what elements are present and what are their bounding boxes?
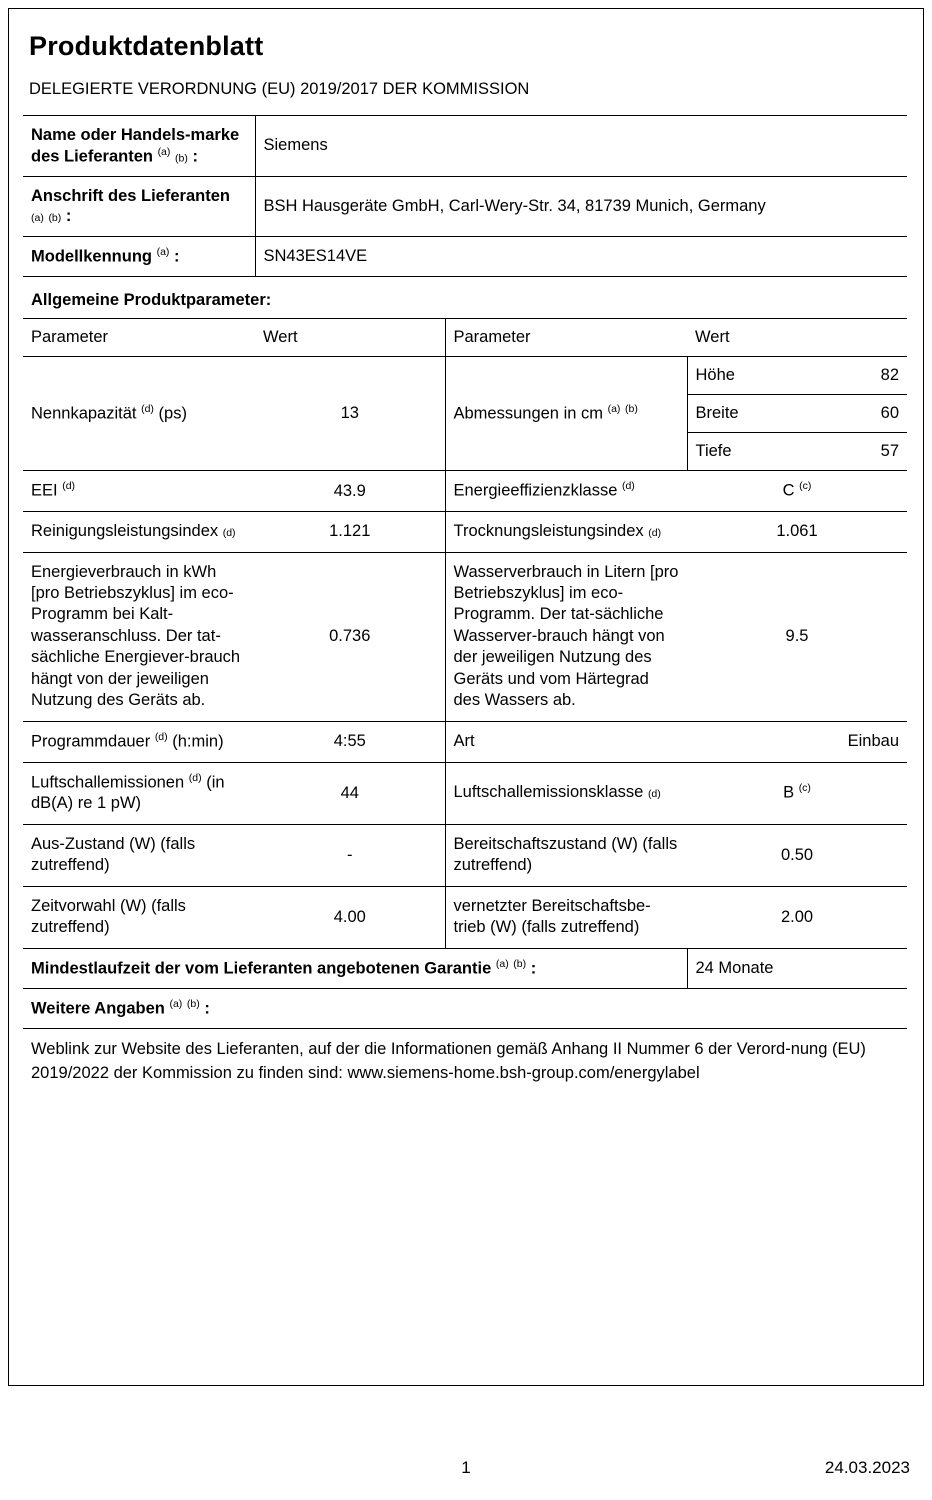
table-row-warranty: [23, 948, 907, 988]
networked-standby-label: vernetzter Bereitschaftsbe-trieb (W) (falls zutreffend): [445, 886, 687, 948]
noise-class-label: Luftschallemissionsklasse: [453, 783, 644, 802]
table-row-delay-networked: [23, 886, 907, 948]
supplier-address-colon: :: [65, 207, 72, 226]
cleaning-index-label: Reinigungsleistungsindex: [31, 522, 219, 541]
table-row-column-headers: [23, 319, 907, 357]
header-value-right: Wert: [687, 319, 907, 357]
energy-consumption-label: Energieverbrauch in kWh [pro Betriebszyklus] im eco-Programm bei Kalt-wasseranschluss. Der tat-sächliche Energiever-brauch hängt von der jeweiligen Nutzung des Geräts ab.: [23, 552, 255, 721]
dimension-height-value: 82: [880, 366, 900, 385]
type-label: Art: [445, 721, 687, 762]
energy-class-label-cell: [445, 471, 687, 512]
delay-start-value: 4.00: [255, 886, 445, 948]
table-row-model: [23, 237, 907, 277]
dimensions-values-cell: [687, 357, 907, 471]
dimensions-subtable: [688, 357, 908, 470]
program-duration-label-cell: [23, 721, 255, 762]
water-consumption-label: Wasserverbrauch in Litern [pro Betriebszyklus] im eco-Programm. Der tat-sächliche Wasserver-brauch hängt von der jeweiligen Nutzung des Geräts und vom Härtegrad des Wassers ab.: [445, 552, 687, 721]
supplier-address-label: Anschrift des Lieferanten: [31, 186, 230, 205]
further-info-label-cell: [23, 988, 907, 1028]
warranty-sup1: (a): [495, 957, 509, 970]
section-general-header: Allgemeine Produktparameter:: [23, 277, 907, 319]
program-duration-unit: (h:min): [172, 732, 224, 751]
dimension-row-depth: [688, 433, 908, 471]
noise-label-cell: [23, 762, 255, 824]
datasheet-table: [23, 115, 907, 1095]
noise-class-value: B: [783, 783, 795, 802]
off-mode-value: -: [255, 824, 445, 886]
further-info-sup1: (a): [169, 997, 183, 1010]
warranty-colon: :: [530, 959, 537, 978]
warranty-sup2: (b): [513, 957, 527, 970]
regulation-reference: DELEGIERTE VERORDNUNG (EU) 2019/2017 DER KOMMISSION: [29, 80, 530, 98]
noise-class-label-cell: [445, 762, 687, 824]
page-footer: [8, 1458, 924, 1478]
table-row-consumption: [23, 552, 907, 721]
dimension-height-label: Höhe: [695, 366, 735, 385]
warranty-label: Mindestlaufzeit der vom Lieferanten angebotenen Garantie: [31, 959, 492, 978]
energy-consumption-value: 0.736: [255, 552, 445, 721]
warranty-value: 24 Monate: [687, 948, 907, 988]
supplier-name-label-cell: [23, 116, 255, 177]
page-number: 1: [461, 1458, 471, 1477]
dimension-width-label: Breite: [688, 395, 815, 433]
drying-index-label: Trocknungsleistungsindex: [453, 522, 644, 541]
supplier-name-sup2: (b): [175, 152, 188, 165]
cleaning-index-label-cell: [23, 512, 255, 552]
type-value: Einbau: [687, 721, 907, 762]
standby-mode-label: Bereitschaftszustand (W) (falls zutreffend): [445, 824, 687, 886]
program-duration-label: Programmdauer: [31, 732, 151, 751]
table-row-weblink: [23, 1028, 907, 1094]
dimensions-label: Abmessungen in cm: [453, 404, 603, 423]
delay-start-label: Zeitvorwahl (W) (falls zutreffend): [23, 886, 255, 948]
dimension-depth-label: Tiefe: [688, 433, 815, 471]
dimensions-sup1: (a): [607, 402, 621, 415]
dimension-width-value: 60: [815, 395, 907, 433]
drying-index-sup: (d): [648, 527, 662, 540]
table-row-supplier-address: [23, 176, 907, 236]
dimension-depth-value: 57: [815, 433, 907, 471]
dimension-row-height: [688, 357, 908, 395]
model-colon: :: [174, 247, 180, 266]
cleaning-index-sup: (d): [222, 527, 236, 540]
noise-label: Luftschallemissionen: [31, 773, 185, 791]
off-mode-label: Aus-Zustand (W) (falls zutreffend): [23, 824, 255, 886]
weblink-text: Weblink zur Website des Lieferanten, auf der die Informationen gemäß Anhang II Nummer 6 der Verord-nung (EU) 2019/2022 der Kommission zu finden sind: www.siemens-home.bsh-group.com/energylabel: [23, 1028, 907, 1094]
model-label-cell: [23, 237, 255, 277]
water-consumption-value: 9.5: [687, 552, 907, 721]
model-sup: (a): [156, 246, 170, 258]
model-value: SN43ES14VE: [255, 237, 907, 277]
supplier-name-label: Name oder Handels-marke des Lieferanten: [31, 126, 240, 166]
networked-standby-value: 2.00: [687, 886, 907, 948]
capacity-label: Nennkapazität: [31, 404, 137, 423]
supplier-address-sup1: (a): [31, 212, 44, 225]
supplier-name-sup1: (a): [157, 145, 171, 158]
program-duration-value: 4:55: [255, 721, 445, 762]
capacity-unit: (ps): [158, 404, 187, 423]
table-row-cleaning-drying-index: [23, 512, 907, 552]
energy-class-value-sup: (c): [799, 480, 812, 493]
noise-sup: (d): [188, 771, 202, 784]
noise-unit: (in dB(A) re 1 pW): [31, 773, 225, 813]
eei-sup: (d): [62, 480, 76, 493]
energy-class-value-cell: [687, 471, 907, 512]
drying-index-value: 1.061: [687, 512, 907, 552]
standby-mode-value: 0.50: [687, 824, 907, 886]
table-row-noise: [23, 762, 907, 824]
energy-class-sup: (d): [621, 480, 635, 493]
eei-label: EEI: [31, 481, 58, 500]
document-date: 24.03.2023: [824, 1458, 910, 1477]
supplier-address-sup2: (b): [48, 212, 62, 225]
model-label: Modellkennung: [31, 247, 152, 266]
energy-class-label: Energieeffizienzklasse: [453, 481, 618, 500]
datasheet-content: [9, 9, 923, 1095]
noise-value: 44: [255, 762, 445, 824]
further-info-label: Weitere Angaben: [31, 999, 165, 1018]
energy-class-value: C: [782, 481, 795, 500]
cleaning-index-value: 1.121: [255, 512, 445, 552]
table-row-further-info: [23, 988, 907, 1028]
table-row-eei-energyclass: [23, 471, 907, 512]
supplier-address-value: BSH Hausgeräte GmbH, Carl-Wery-Str. 34, 81739 Munich, Germany: [255, 176, 907, 236]
header-value-left: Wert: [255, 319, 445, 357]
noise-class-value-sup: (c): [798, 782, 811, 795]
further-info-colon: :: [204, 999, 210, 1018]
supplier-address-label-cell: [23, 176, 255, 236]
capacity-sup: (d): [141, 402, 154, 415]
datasheet-border-box: [8, 8, 924, 1386]
table-row-capacity-dimensions: [23, 357, 907, 471]
noise-class-sup: (d): [647, 788, 661, 801]
warranty-label-cell: [23, 948, 687, 988]
table-row-duration-type: [23, 721, 907, 762]
page-title: Produktdatenblatt: [29, 31, 264, 61]
header-parameter-right: Parameter: [445, 319, 687, 357]
drying-index-label-cell: [445, 512, 687, 552]
capacity-label-cell: [23, 357, 255, 471]
dimensions-label-cell: [445, 357, 687, 471]
capacity-value: 13: [255, 357, 445, 471]
dimensions-sup2: (b): [625, 402, 638, 415]
program-duration-sup: (d): [154, 730, 168, 743]
supplier-name-value: Siemens: [255, 116, 907, 177]
noise-class-value-cell: [687, 762, 907, 824]
eei-value: 43.9: [255, 471, 445, 512]
header-parameter-left: Parameter: [23, 319, 255, 357]
supplier-name-colon: :: [192, 147, 198, 166]
further-info-sup2: (b): [186, 997, 200, 1010]
dimension-row-width: [688, 395, 908, 433]
table-row-supplier-name: [23, 116, 907, 177]
table-row-off-standby: [23, 824, 907, 886]
eei-label-cell: [23, 471, 255, 512]
table-row-section-general: [23, 277, 907, 319]
